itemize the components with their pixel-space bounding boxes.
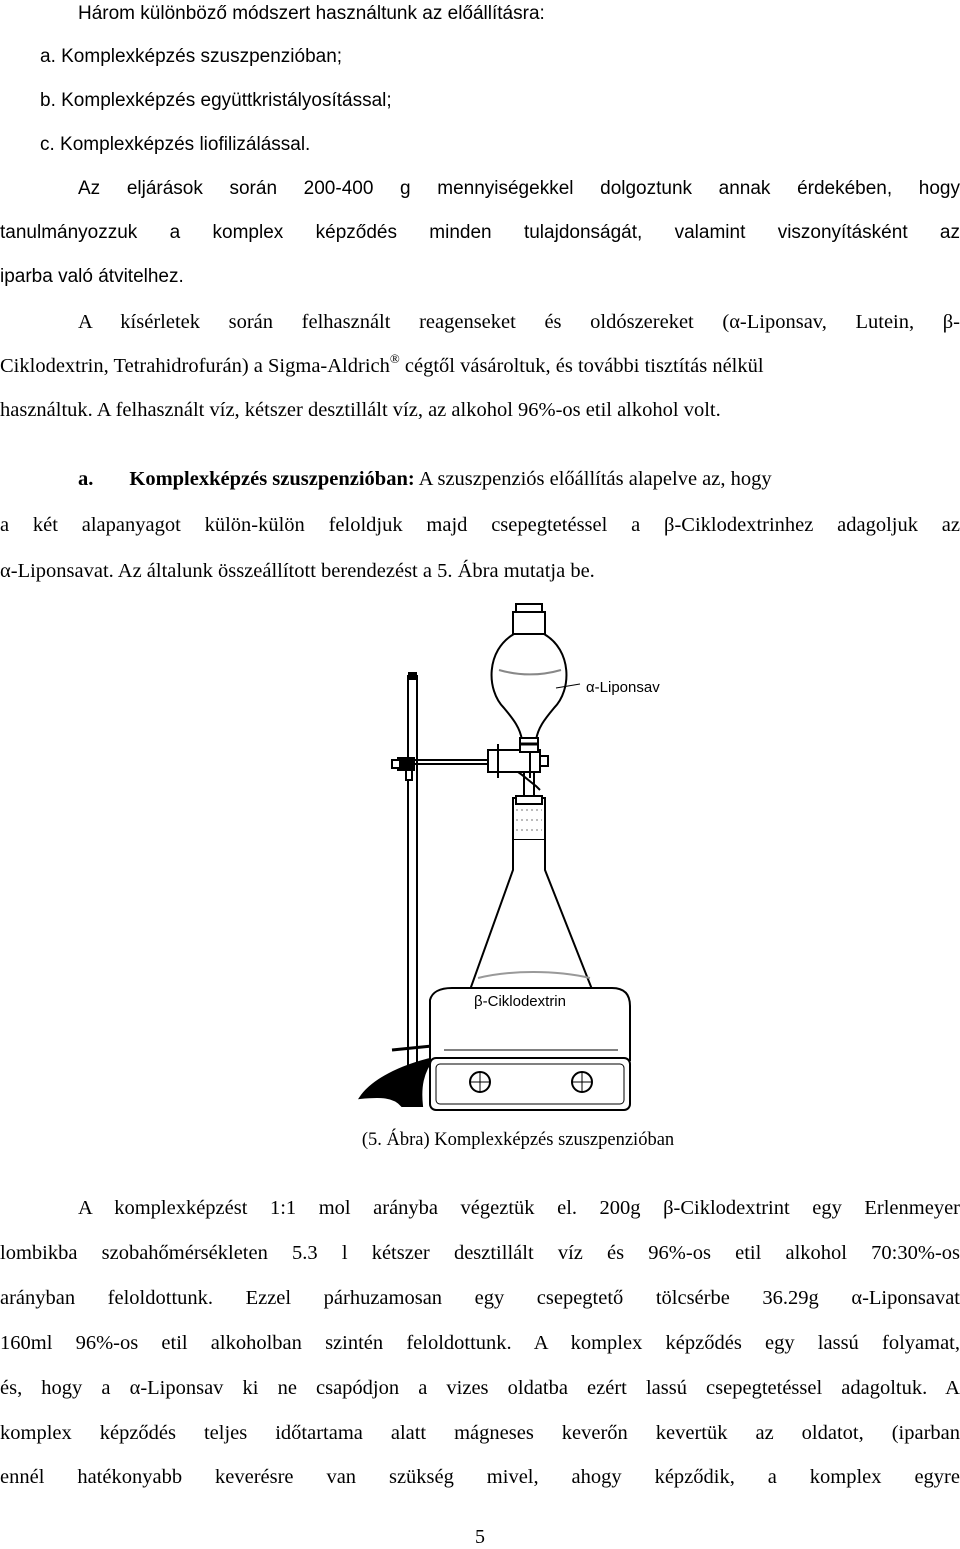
stand-rod <box>408 673 417 1092</box>
section-a-line3: α-Liponsavat. Az általunk összeállított berendezést a 5. Ábra mutatja be. <box>0 560 595 582</box>
figure-caption: (5. Ábra) Komplexképzés szuszpenzióban <box>361 1130 675 1150</box>
para3-line6: komplex képződés teljes időtartama alatt mágneses keverőn kevertük az oldatot, (iparban <box>0 1422 960 1444</box>
para1-line1: Az eljárások során 200-400 g mennyiségekkel dolgoztunk annak érdekében, hogy <box>78 178 960 199</box>
clamp-holder <box>392 758 500 780</box>
para3-line4: 160ml 96%-os etil alkoholban szintén feloldottunk. A komplex képződés egy lassú folyamat, <box>0 1332 960 1354</box>
para3-line3: arányban feloldottunk. Ezzel párhuzamosan egy csepegtető tölcsérbe 36.29g α-Liponsavat <box>0 1287 960 1309</box>
para3-line2: lombikba szobahőmérsékleten 5.3 l kétszer desztillált víz és 96%-os etil alkohol 70:30%-os <box>0 1242 960 1264</box>
label-liponsav: α-Liponsav <box>586 679 660 696</box>
section-a-line2: a két alapanyagot külön-külön feloldjuk majd csepegtetéssel a β-Ciklodextrinhez adagoljuk az <box>0 514 960 536</box>
para2-line2-start: Ciklodextrin, Tetrahidrofurán) a Sigma-Aldrich <box>0 355 390 377</box>
list-item-b: b. Komplexképzés együttkristályosítással; <box>40 90 392 111</box>
page-number: 5 <box>475 1526 485 1548</box>
para3-line5: és, hogy a α-Liponsav ki ne csapódjon a vizes oldatba ezért lassú csepegtetéssel adagoltuk. A <box>0 1377 960 1399</box>
para2-line1: A kísérletek során felhasznált reagenseket és oldószereket (α-Liponsav, Lutein, β- <box>78 311 960 333</box>
label-ciklodextrin: β-Ciklodextrin <box>474 993 566 1010</box>
registered-mark: ® <box>389 351 400 366</box>
list-item-a: a. Komplexképzés szuszpenzióban; <box>40 46 343 67</box>
para1-line3: iparba való átvitelhez. <box>0 266 184 287</box>
section-a-letter: a. <box>78 468 94 490</box>
intro-lead: Három különböző módszert használtunk az előállításra: <box>78 3 545 24</box>
para3-line7: ennél hatékonyabb keverésre van szükség mivel, ahogy képződik, a komplex egyre <box>0 1466 960 1488</box>
para1-line2: tanulmányozzuk a komplex képződés minden tulajdonságát, valamint viszonyításként az <box>0 222 960 243</box>
section-a-line1-rest: A szuszpenziós előállítás alapelve az, hogy <box>414 468 772 490</box>
list-item-c: c. Komplexképzés liofilizálással. <box>40 134 311 155</box>
para2-line3: használtuk. A felhasznált víz, kétszer desztillált víz, az alkohol 96%-os etil alkohol volt. <box>0 399 721 421</box>
para2-line2-end: cégtől vásároltuk, és további tisztítás nélkül <box>399 355 764 377</box>
para3-line1: A komplexképzést 1:1 mol arányba végeztük el. 200g β-Ciklodextrint egy Erlenmeyer <box>78 1197 960 1219</box>
section-a-heading: Komplexképzés szuszpenzióban: <box>129 468 415 490</box>
stand-base <box>360 1058 434 1106</box>
